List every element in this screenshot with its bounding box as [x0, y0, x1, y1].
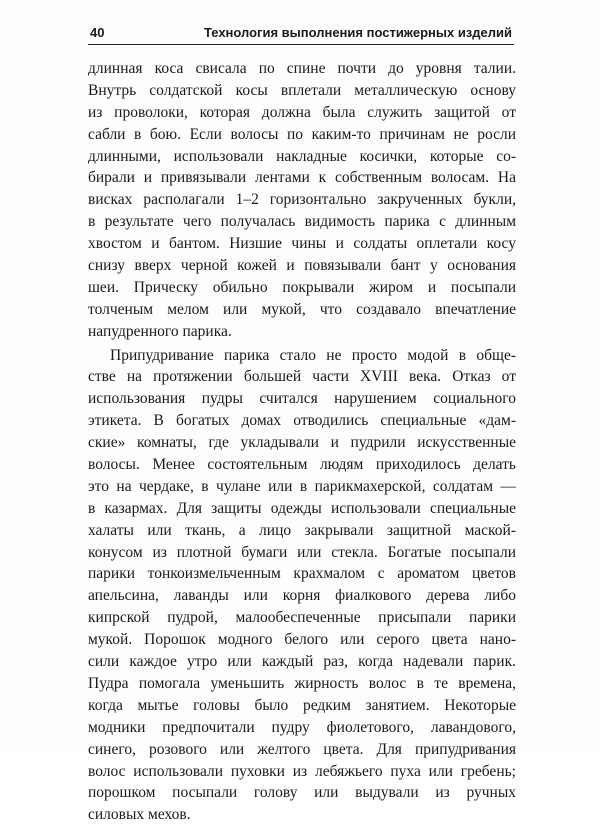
paragraph-2: [88, 345, 516, 826]
running-title: Технология выполнения постижерных изделий: [203, 25, 512, 40]
text-line: парики тонкоизмельченным крахмалом с ароматом цветов: [88, 565, 516, 583]
text-line: синего, розового или желтого цвета. Для припудривания: [88, 740, 516, 758]
text-line: мукой. Порошок модного белого или серого цвета нано-: [88, 631, 516, 649]
body-text: [88, 58, 516, 826]
text-line: стве на протяжении большей части XVIII века. Отказ от: [88, 368, 516, 386]
text-line: из проволоки, которая должна была служить защитой от: [88, 103, 516, 121]
text-line: кипрской пудрой, малообеспеченные присыпали парики: [88, 609, 516, 627]
text-line: висках располагали 1–2 горизонтально закрученных букли,: [88, 191, 516, 209]
text-line: Припудривание парика стало не просто модой в обще-: [110, 346, 516, 364]
text-line: Внутрь солдатской косы вплетали металлическую основу: [88, 81, 516, 99]
text-line: модники предпочитали пудру фиолетового, лавандового,: [88, 718, 516, 736]
text-line: апельсина, лаванды или корня фиалкового дерева либо: [88, 587, 516, 605]
text-line: когда мытье головы было редким занятием. Некоторые: [88, 696, 516, 714]
text-line: бирали и привязывали лентами к собственным волосам. На: [88, 169, 516, 187]
text-line: волос использовали пуховки из лебяжьего пуха или гребень;: [88, 762, 516, 780]
text-line: шеи. Прическу обильно покрывали жиром и посыпали: [88, 278, 516, 296]
text-line: порошком посыпали голову или выдували из ручных: [88, 784, 516, 802]
text-line: хвостом и бантом. Низшие чины и солдаты оплетали косу: [88, 235, 516, 253]
text-line: напудренного парика.: [88, 322, 232, 340]
text-line: сабли в бою. Если волосы по каким-то причинам не росли: [88, 125, 516, 143]
text-line: конусом из плотной бумаги или стекла. Богатые посыпали: [88, 543, 516, 561]
text-line: ские» комнаты, где укладывали и пудрили искусственные: [88, 434, 516, 452]
text-line: этикета. В богатых домах отводились специальные «дам-: [88, 412, 516, 430]
text-line: Пудра помогала уменьшить жирность волос в те времена,: [88, 674, 516, 692]
text-line: волосы. Менее состоятельным людям приходилось делать: [88, 456, 516, 474]
text-line: это на чердаке, в чулане или в парикмахерской, солдатам —: [88, 477, 516, 495]
page-number: 40: [90, 25, 105, 40]
text-line: снизу вверх черной кожей и повязывали бант у основания: [88, 257, 516, 275]
text-line: силовых мехов.: [88, 806, 191, 824]
text-line: сили каждое утро или каждый раз, когда надевали парик.: [88, 653, 516, 671]
text-line: в казармах. Для защиты одежды использовали специальные: [88, 499, 516, 517]
paragraph-1: [88, 58, 516, 343]
text-line: длинная коса свисала по спине почти до уровня талии.: [88, 60, 516, 77]
text-line: использования пудры считался нарушением социального: [88, 390, 516, 408]
text-line: толченым мелом или мукой, что создавало впечатление: [88, 300, 516, 318]
text-line: длинными, использовали накладные косички, которые со-: [88, 147, 516, 165]
text-line: халаты или ткань, а лицо закрывали защитной маской-: [88, 521, 516, 539]
running-header: [88, 24, 514, 45]
text-line: в результате чего получалась видимость парика с длинным: [88, 213, 516, 231]
